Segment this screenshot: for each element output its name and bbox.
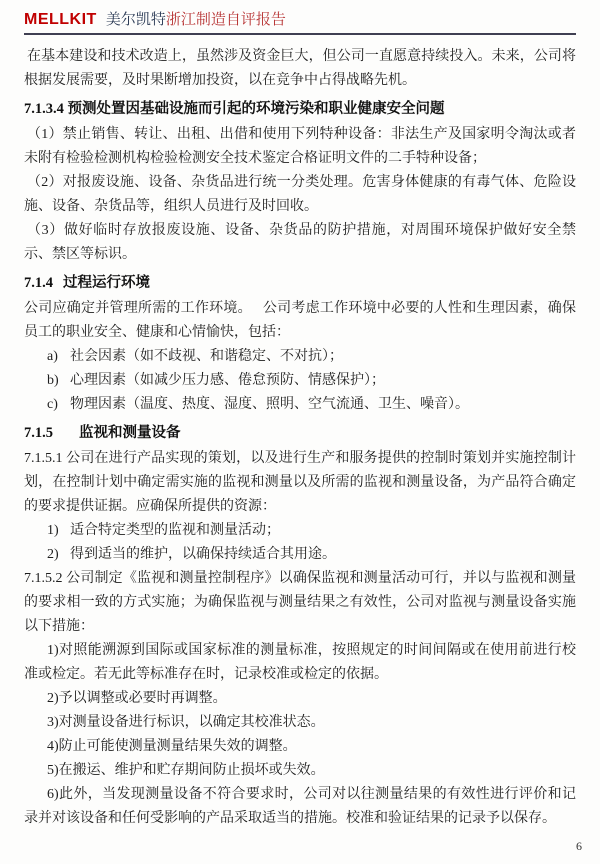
list-marker-c: c) xyxy=(47,397,58,412)
measure-4: 4)防止可能使测量测量结果失效的调整。 xyxy=(47,739,297,754)
list-text-a: 社会因素（如不歧视、和谐稳定、不对抗）； xyxy=(70,349,343,364)
brand-logo-text: MELLKIT xyxy=(24,11,97,28)
list-item-c xyxy=(24,393,576,417)
heading-7-1-5 xyxy=(24,421,576,445)
list-marker-7151-1: 1) xyxy=(47,523,59,538)
list-item-a xyxy=(24,345,576,369)
report-title: 浙江制造自评报告 xyxy=(165,12,286,28)
page-number: 6 xyxy=(576,839,582,853)
list-marker-a: a) xyxy=(47,349,58,364)
list-item-7151-1 xyxy=(24,519,576,543)
measure-5: 5)在搬运、维护和贮存期间防止损坏或失效。 xyxy=(47,763,325,778)
page-header xyxy=(24,8,576,35)
heading-7-1-5-number: 7.1.5 xyxy=(24,425,53,441)
list-item-7151-2 xyxy=(24,543,576,567)
measure-3: 3)对测量设备进行标识，以确定其校准状态。 xyxy=(47,715,325,730)
heading-7-1-4 xyxy=(24,271,576,295)
list-text-b: 心理因素（如减少压力感、倦怠预防、情感保护）； xyxy=(70,373,385,388)
item-7134-2: （2）对报废设施、设备、杂货品进行统一分类处理。危害身体健康的有毒气体、危险设施、设备、杂货品等，组织人员进行及时回收。 xyxy=(24,175,576,214)
list-item-b xyxy=(24,369,576,393)
item-7134-3: （3）做好临时存放报废设施、设备、杂货品的防护措施，对周围环境保护做好安全禁示、禁区等标识。 xyxy=(24,223,576,262)
paragraph-7-1-5-2: 7.1.5.2 公司制定《监视和测量控制程序》以确保监视和测量活动可行，并以与监视和测量的要求相一致的方式实施；为确保监视与测量结果之有效性，公司对监视与测量设备实施以下措施： xyxy=(24,571,576,634)
brand-chinese-name: 美尔凯特 xyxy=(105,12,166,28)
list-text-7151-2: 得到适当的维护，以确保持续适合其用途。 xyxy=(70,547,336,562)
document-body xyxy=(24,45,576,831)
heading-7-1-5-title: 监视和测量设备 xyxy=(79,425,181,441)
paragraph-7-1-4: 公司应确定并管理所需的工作环境。 公司考虑工作环境中必要的人性和生理因素，确保员工的职业安全、健康和心情愉快，包括： xyxy=(24,301,576,340)
list-marker-b: b) xyxy=(47,373,59,388)
measure-1: 1)对照能溯源到国际或国家标准的测量标准，按照规定的时间间隔或在使用前进行校准或检定。若无此等标准存在时，记录校准或检定的依据。 xyxy=(24,643,576,682)
measure-6: 6)此外，当发现测量设备不符合要求时，公司对以往测量结果的有效性进行评价和记录并对该设备和任何受影响的产品采取适当的措施。校准和验证结果的记录予以保存。 xyxy=(24,787,576,826)
list-text-7151-1: 适合特定类型的监视和测量活动； xyxy=(70,523,280,538)
heading-7-1-4-title: 过程运行环境 xyxy=(63,275,150,291)
heading-7-1-4-number: 7.1.4 xyxy=(24,275,53,291)
heading-7-1-3-4: 7.1.3.4 预测处置因基础设施而引起的环境污染和职业健康安全问题 xyxy=(24,101,445,117)
intro-paragraph: 在基本建设和技术改造上，虽然涉及资金巨大，但公司一直愿意持续投入。未来，公司将根据发展需要，及时果断增加投资，以在竞争中占得战略先机。 xyxy=(24,49,576,88)
list-marker-7151-2: 2) xyxy=(47,547,59,562)
paragraph-7-1-5-1: 7.1.5.1 公司在进行产品实现的策划，以及进行生产和服务提供的控制时策划并实施控制计划，在控制计划中确定需实施的监视和测量以及所需的监视和测量设备，为产品符合确定的要求提供证据。应确保所提供的资源： xyxy=(24,451,576,514)
measure-2: 2)予以调整或必要时再调整。 xyxy=(47,691,227,706)
list-text-c: 物理因素（温度、热度、湿度、照明、空气流通、卫生、噪音）。 xyxy=(70,397,469,412)
item-7134-1: （1）禁止销售、转让、出租、出借和使用下列特种设备：非法生产及国家明令淘汰或者未附有检验检测机构检验检测安全技术鉴定合格证明文件的二手特种设备； xyxy=(24,127,576,166)
